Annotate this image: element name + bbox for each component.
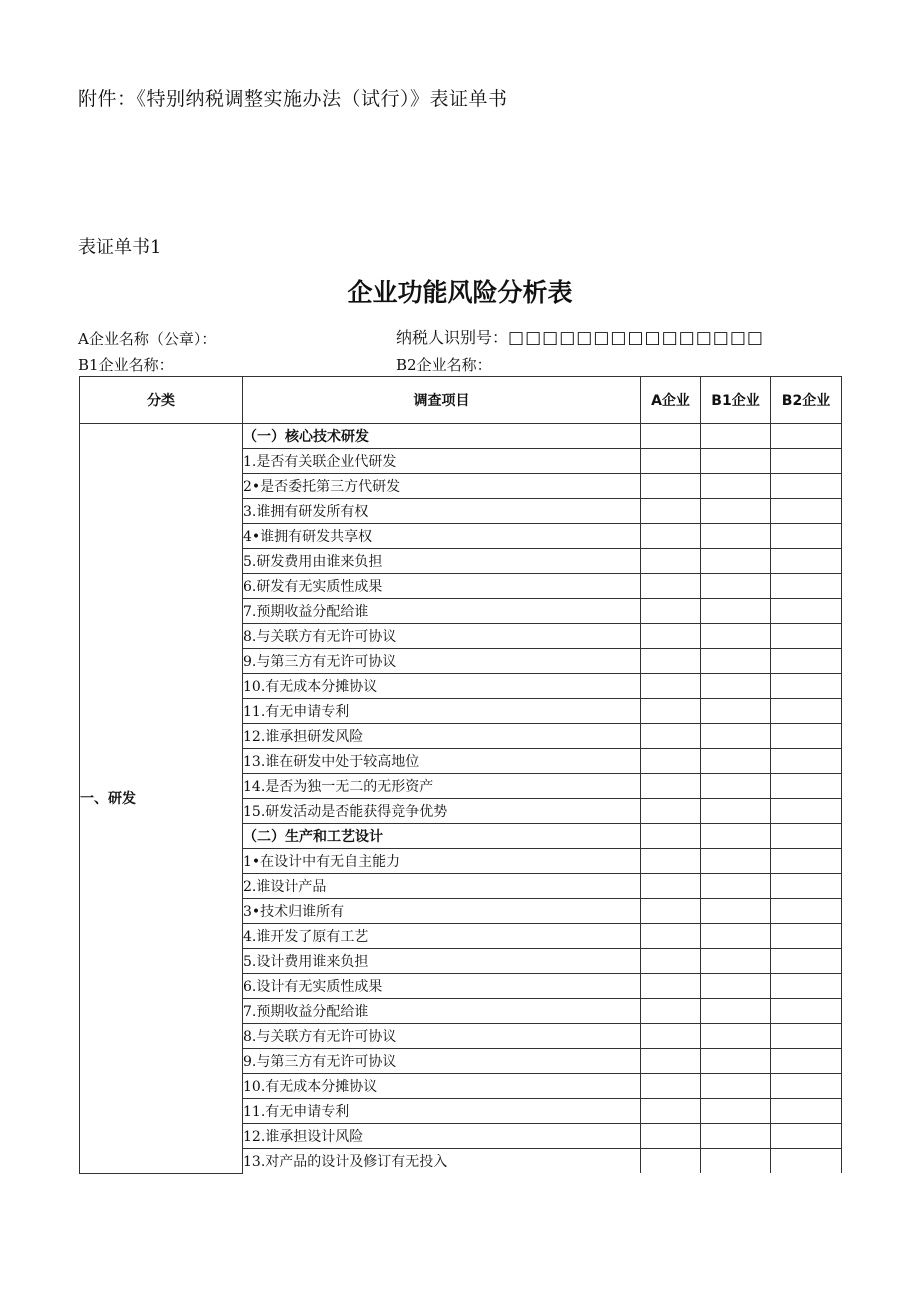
a-company-name-label: A企业名称（公章）：	[78, 330, 217, 348]
b1-company-cell[interactable]	[701, 674, 771, 699]
b1-company-cell[interactable]	[701, 524, 771, 549]
item-cell: 4•谁拥有研发共享权	[243, 524, 641, 549]
b1-company-cell[interactable]	[701, 1124, 771, 1149]
b1-company-cell[interactable]	[701, 449, 771, 474]
b1-company-cell[interactable]	[701, 1024, 771, 1049]
b1-company-cell[interactable]	[701, 1074, 771, 1099]
item-cell: 5.设计费用谁来负担	[243, 949, 641, 974]
b2-company-cell[interactable]	[771, 799, 842, 824]
b2-company-cell[interactable]	[771, 674, 842, 699]
a-company-cell[interactable]	[641, 1049, 701, 1074]
a-company-cell[interactable]	[641, 599, 701, 624]
section-heading-cell: （二）生产和工艺设计	[243, 824, 641, 849]
item-cell: 7.预期收益分配给谁	[243, 999, 641, 1024]
item-cell: 11.有无申请专利	[243, 699, 641, 724]
item-cell: 10.有无成本分摊协议	[243, 674, 641, 699]
b1-company-cell[interactable]	[701, 1149, 771, 1174]
table-header-row	[80, 377, 842, 424]
a-company-cell[interactable]	[641, 974, 701, 999]
page-title: 企业功能风险分析表	[347, 278, 573, 307]
b2-company-cell[interactable]	[771, 699, 842, 724]
item-cell: 6.设计有无实质性成果	[243, 974, 641, 999]
b2-company-cell[interactable]	[771, 1124, 842, 1149]
b2-company-cell[interactable]	[771, 649, 842, 674]
header-b2-company: B2企业	[771, 377, 842, 424]
a-company-cell[interactable]	[641, 524, 701, 549]
item-cell: 6.研发有无实质性成果	[243, 574, 641, 599]
b2-company-cell[interactable]	[771, 974, 842, 999]
taxpayer-id-field	[396, 325, 764, 348]
header-item: 调查项目	[243, 377, 641, 424]
a-company-cell[interactable]	[641, 499, 701, 524]
a-company-cell[interactable]	[641, 899, 701, 924]
header-category: 分类	[80, 377, 243, 424]
attachment-title: 附件：《特别纳税调整实施办法（试行）》表证单书	[78, 88, 508, 110]
b1-company-cell[interactable]	[701, 624, 771, 649]
item-cell: 15.研发活动是否能获得竞争优势	[243, 799, 641, 824]
item-cell: 3•技术归谁所有	[243, 899, 641, 924]
a-company-cell[interactable]	[641, 749, 701, 774]
item-cell: 4.谁开发了原有工艺	[243, 924, 641, 949]
b2-company-cell[interactable]	[771, 724, 842, 749]
b2-company-cell[interactable]	[771, 849, 842, 874]
b2-company-cell[interactable]	[771, 1049, 842, 1074]
b1-company-cell[interactable]	[701, 1049, 771, 1074]
a-company-cell[interactable]	[641, 724, 701, 749]
a-company-cell[interactable]	[641, 1124, 701, 1149]
b1-company-cell[interactable]	[701, 974, 771, 999]
b2-company-cell[interactable]	[771, 474, 842, 499]
b2-company-cell[interactable]	[771, 874, 842, 899]
b2-company-cell[interactable]	[771, 549, 842, 574]
b1-company-cell[interactable]	[701, 649, 771, 674]
item-cell: 9.与第三方有无许可协议	[243, 1049, 641, 1074]
b1-company-name-label: B1企业名称：	[78, 356, 174, 374]
item-cell: 1•在设计中有无自主能力	[243, 849, 641, 874]
b1-company-cell[interactable]	[701, 574, 771, 599]
section-heading-cell: （一）核心技术研发	[243, 424, 641, 449]
item-cell: 13.谁在研发中处于较高地位	[243, 749, 641, 774]
b1-company-cell[interactable]	[701, 799, 771, 824]
b1-company-cell[interactable]	[701, 824, 771, 849]
item-cell: 8.与关联方有无许可协议	[243, 1024, 641, 1049]
category-cell: 一、研发	[80, 424, 243, 1174]
b2-company-cell[interactable]	[771, 824, 842, 849]
a-company-cell[interactable]	[641, 424, 701, 449]
b2-company-cell[interactable]	[771, 774, 842, 799]
b1-company-cell[interactable]	[701, 849, 771, 874]
table-row	[80, 424, 842, 449]
item-cell: 5.研发费用由谁来负担	[243, 549, 641, 574]
header-b1-company: B1企业	[701, 377, 771, 424]
b1-company-cell[interactable]	[701, 749, 771, 774]
a-company-cell[interactable]	[641, 799, 701, 824]
b2-company-cell[interactable]	[771, 499, 842, 524]
a-company-cell[interactable]	[641, 649, 701, 674]
item-cell: 2.谁设计产品	[243, 874, 641, 899]
a-company-cell[interactable]	[641, 1074, 701, 1099]
a-company-cell[interactable]	[641, 449, 701, 474]
b2-company-cell[interactable]	[771, 749, 842, 774]
a-company-cell[interactable]	[641, 1099, 701, 1124]
a-company-cell[interactable]	[641, 1149, 701, 1174]
form-number: 表证单书1	[78, 237, 162, 258]
b2-company-cell[interactable]	[771, 924, 842, 949]
b1-company-cell[interactable]	[701, 474, 771, 499]
item-cell: 11.有无申请专利	[243, 1099, 641, 1124]
b2-company-cell[interactable]	[771, 1024, 842, 1049]
a-company-cell[interactable]	[641, 874, 701, 899]
item-cell: 2•是否委托第三方代研发	[243, 474, 641, 499]
b2-company-cell[interactable]	[771, 624, 842, 649]
b2-company-name-label: B2企业名称：	[396, 356, 492, 374]
a-company-cell[interactable]	[641, 549, 701, 574]
item-cell: 8.与关联方有无许可协议	[243, 624, 641, 649]
item-cell: 13.对产品的设计及修订有无投入	[243, 1149, 641, 1174]
a-company-cell[interactable]	[641, 924, 701, 949]
a-company-cell[interactable]	[641, 824, 701, 849]
b2-company-cell[interactable]	[771, 599, 842, 624]
item-cell: 7.预期收益分配给谁	[243, 599, 641, 624]
b1-company-cell[interactable]	[701, 599, 771, 624]
b2-company-cell[interactable]	[771, 1099, 842, 1124]
a-company-cell[interactable]	[641, 574, 701, 599]
a-company-cell[interactable]	[641, 949, 701, 974]
b2-company-cell[interactable]	[771, 424, 842, 449]
a-company-cell[interactable]	[641, 699, 701, 724]
taxpayer-id-label: 纳税人识别号：	[396, 328, 509, 347]
b1-company-cell[interactable]	[701, 699, 771, 724]
a-company-cell[interactable]	[641, 674, 701, 699]
b1-company-cell[interactable]	[701, 549, 771, 574]
b1-company-cell[interactable]	[701, 774, 771, 799]
a-company-cell[interactable]	[641, 999, 701, 1024]
item-cell: 3.谁拥有研发所有权	[243, 499, 641, 524]
b2-company-cell[interactable]	[771, 574, 842, 599]
b1-company-cell[interactable]	[701, 999, 771, 1024]
b1-company-cell[interactable]	[701, 924, 771, 949]
b1-company-cell[interactable]	[701, 1099, 771, 1124]
b1-company-cell[interactable]	[701, 899, 771, 924]
b2-company-cell[interactable]	[771, 949, 842, 974]
header-a-company: A企业	[641, 377, 701, 424]
item-cell: 1.是否有关联企业代研发	[243, 449, 641, 474]
a-company-cell[interactable]	[641, 474, 701, 499]
b1-company-cell[interactable]	[701, 424, 771, 449]
b2-company-cell[interactable]	[771, 1074, 842, 1099]
item-cell: 12.谁承担研发风险	[243, 724, 641, 749]
item-cell: 14.是否为独一无二的无形资产	[243, 774, 641, 799]
item-cell: 10.有无成本分摊协议	[243, 1074, 641, 1099]
b1-company-cell[interactable]	[701, 724, 771, 749]
a-company-cell[interactable]	[641, 1024, 701, 1049]
b2-company-cell[interactable]	[771, 899, 842, 924]
b1-company-cell[interactable]	[701, 499, 771, 524]
a-company-cell[interactable]	[641, 624, 701, 649]
a-company-cell[interactable]	[641, 774, 701, 799]
b2-company-cell[interactable]	[771, 999, 842, 1024]
item-cell: 9.与第三方有无许可协议	[243, 649, 641, 674]
item-cell: 12.谁承担设计风险	[243, 1124, 641, 1149]
taxpayer-id-boxes: □□□□□□□□□□□□□□□	[508, 328, 764, 348]
b2-company-cell[interactable]	[771, 449, 842, 474]
b2-company-cell[interactable]	[771, 1149, 842, 1174]
b1-company-cell[interactable]	[701, 874, 771, 899]
b1-company-cell[interactable]	[701, 949, 771, 974]
function-risk-table	[79, 376, 842, 1174]
b2-company-cell[interactable]	[771, 524, 842, 549]
a-company-cell[interactable]	[641, 849, 701, 874]
